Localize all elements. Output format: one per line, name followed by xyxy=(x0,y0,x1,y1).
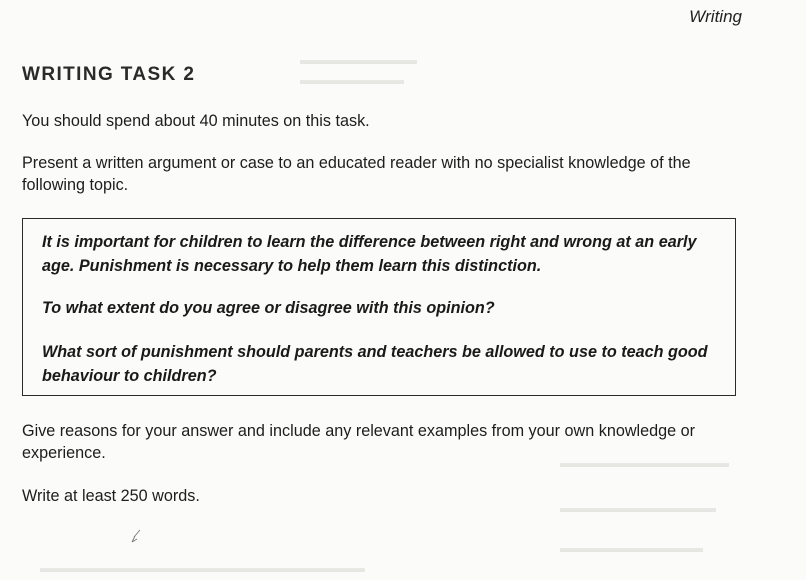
task-intro: Present a written argument or case to an educated reader with no specialist knowledge of the following topic. xyxy=(22,154,691,194)
bleed-through-mark: ▬▬▬▬▬▬▬▬▬▬▬ xyxy=(560,540,703,555)
pen-mark-icon xyxy=(128,528,144,546)
task-title: WRITING TASK 2 xyxy=(22,64,196,85)
bleed-through-mark: ▬▬▬▬▬▬▬▬▬▬▬▬▬ xyxy=(560,455,729,470)
bleed-through-mark: ▬▬▬▬▬▬▬▬▬▬▬▬▬▬▬▬▬▬▬▬▬▬▬▬▬ xyxy=(40,560,365,575)
bleed-through-mark: ▬▬▬▬▬▬▬▬ xyxy=(300,72,404,87)
topic-question-agree: To what extent do you agree or disagree with this opinion? xyxy=(42,299,495,317)
topic-box xyxy=(22,218,736,396)
section-label: Writing xyxy=(689,7,742,26)
bleed-through-mark: ▬▬▬▬▬▬▬▬▬▬▬▬ xyxy=(560,500,716,515)
word-count-instruction: Write at least 250 words. xyxy=(22,487,200,505)
reasons-instruction: Give reasons for your answer and include any relevant examples from your own knowledge or experience. xyxy=(22,422,696,462)
topic-question-punishment: What sort of punishment should parents and teachers be allowed to use to teach good behaviour to children? xyxy=(42,343,708,385)
bleed-through-mark: ▬▬▬▬▬▬▬▬▬ xyxy=(300,52,417,67)
topic-statement: It is important for children to learn the difference between right and wrong at an early age. Punishment is necessary to help them learn this distinction. xyxy=(42,233,697,275)
time-instruction: You should spend about 40 minutes on this task. xyxy=(22,112,370,130)
